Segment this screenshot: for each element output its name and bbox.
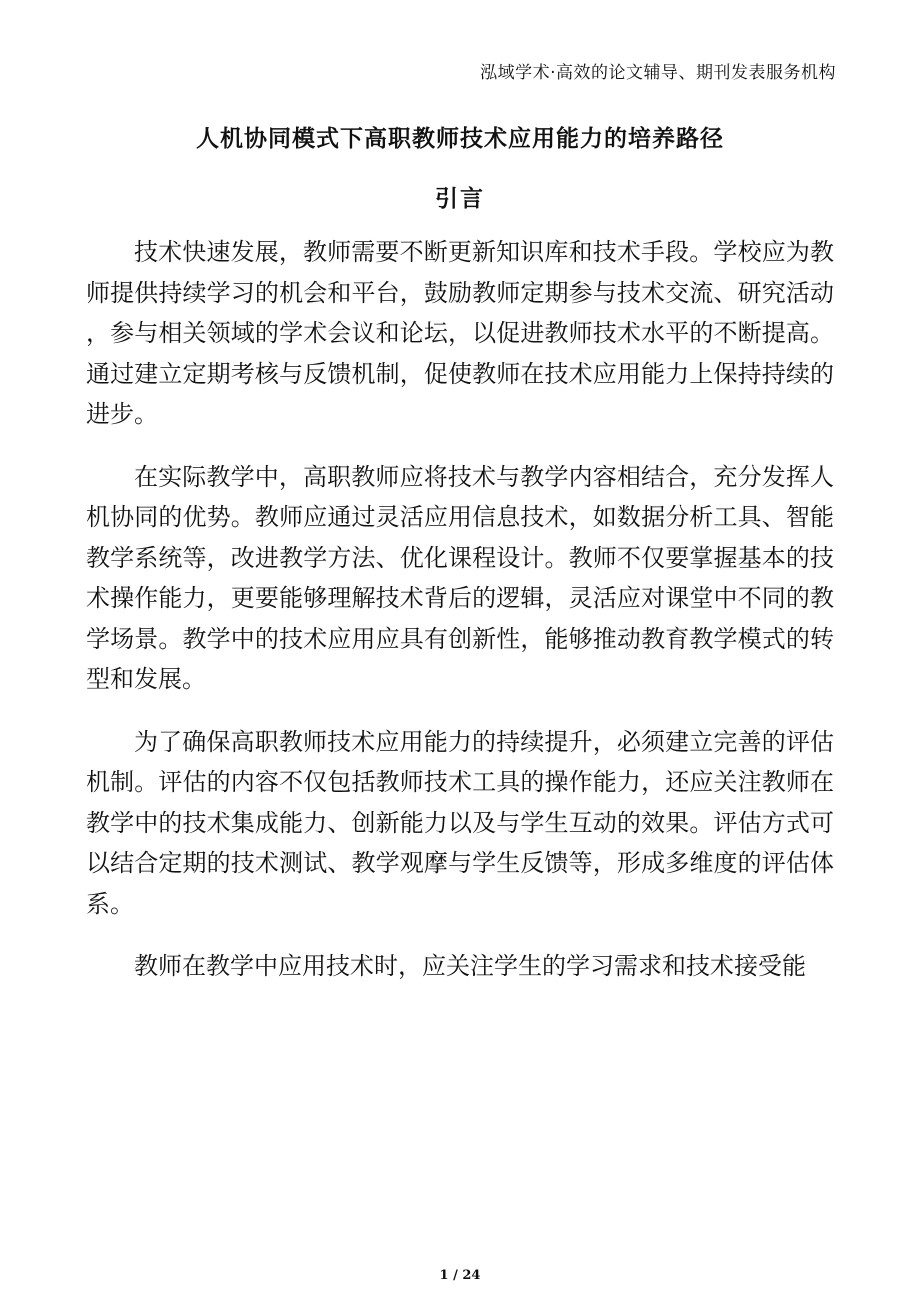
body-paragraph: 在实际教学中，高职教师应将技术与教学内容相结合，充分发挥人机协同的优势。教师应通过灵活应用信息技术，如数据分析工具、智能教学系统等，改进教学方法、优化课程设计。教师不仅要掌握基本的技术操作能力，更要能够理解技术背后的逻辑，灵活应对课堂中不同的教学场景。教学中的技术应用应具有创新性，能够推动教育教学模式的转型和发展。 xyxy=(86,462,834,693)
document-body xyxy=(86,232,834,1009)
page-header: 泓域学术·高效的论文辅导、期刊发表服务机构 xyxy=(480,63,836,83)
document-title: 人机协同模式下高职教师技术应用能力的培养路径 xyxy=(196,126,724,152)
section-heading: 引言 xyxy=(435,186,485,212)
body-paragraph: 教师在教学中应用技术时，应关注学生的学习需求和技术接受能 xyxy=(134,952,806,980)
body-paragraph: 为了确保高职教师技术应用能力的持续提升，必须建立完善的评估机制。评估的内容不仅包括教师技术工具的操作能力，还应关注教师在教学中的技术集成能力、创新能力以及与学生互动的效果。评估方式可以结合定期的技术测试、教学观摩与学生反馈等，形成多维度的评估体系。 xyxy=(86,727,834,918)
page-number: 1 / 24 xyxy=(439,1268,481,1283)
body-paragraph: 技术快速发展，教师需要不断更新知识库和技术手段。学校应为教师提供持续学习的机会和平台，鼓励教师定期参与技术交流、研究活动，参与相关领域的学术会议和论坛，以促进教师技术水平的不断提高。通过建立定期考核与反馈机制，促使教师在技术应用能力上保持持续的进步。 xyxy=(86,238,834,428)
